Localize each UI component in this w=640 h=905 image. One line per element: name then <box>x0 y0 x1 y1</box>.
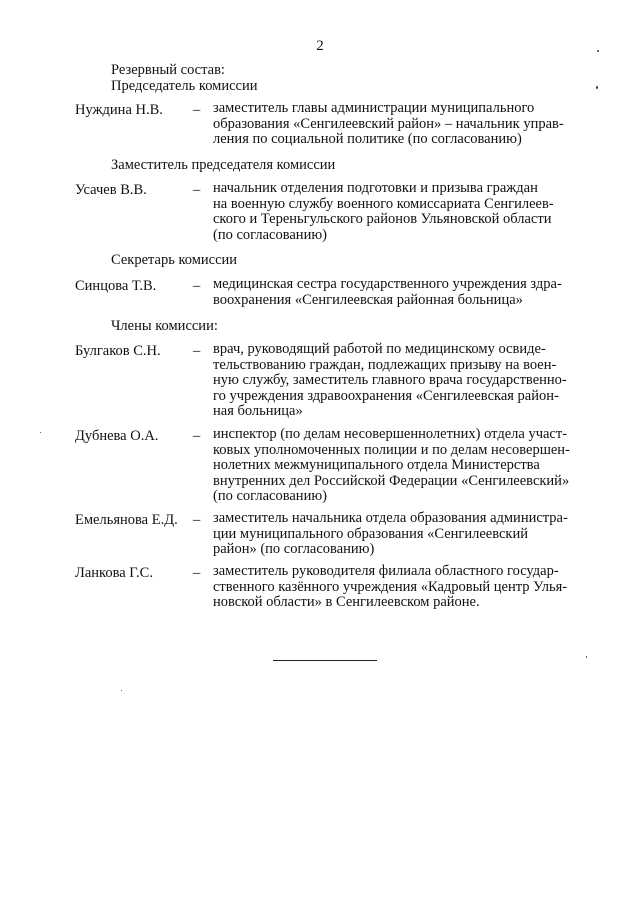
entry-dash: – <box>193 343 201 359</box>
heading-chair: Председатель комиссии <box>111 78 258 94</box>
description-line: тельствованию граждан, подлежащих призыву на воен- <box>213 356 557 373</box>
description-line: район» (по согласованию) <box>213 541 375 558</box>
description-line: инспектор (по делам несовершеннолетних) отдела участ- <box>213 426 568 442</box>
description-line: нолетних межмуниципального отдела Министерства <box>213 457 540 474</box>
entry-description <box>213 511 585 558</box>
scan-speck <box>40 432 41 433</box>
heading-vice-chair: Заместитель председателя комиссии <box>111 157 336 173</box>
description-line: медицинская сестра государственного учреждения здра- <box>213 276 562 292</box>
entry-description <box>213 342 585 420</box>
description-line: заместитель главы администрации муниципального <box>213 100 535 116</box>
description-line: ского и Тереньгульского районов Ульяновской области <box>213 211 552 228</box>
description-line: заместитель руководителя филиала областного государ- <box>213 563 559 579</box>
entry-name: Нуждина Н.В. <box>75 102 163 118</box>
heading-reserve-composition: Резервный состав: <box>111 62 225 78</box>
entry-description <box>213 181 585 243</box>
description-line: го учреждения здравоохранения «Сенгилеевская район- <box>213 387 559 404</box>
heading-members: Члены комиссии: <box>111 318 218 334</box>
entry-name: Дубнева О.А. <box>75 428 159 444</box>
entry-description <box>213 564 585 611</box>
entry-description <box>213 277 585 308</box>
description-line: ции муниципального образования «Сенгилеевский <box>213 525 528 542</box>
entry-dash: – <box>193 512 201 528</box>
description-line: заместитель начальника отдела образования администра- <box>213 510 568 526</box>
scan-speck <box>586 656 587 658</box>
heading-secretary: Секретарь комиссии <box>111 252 238 268</box>
description-line: ную службу, заместитель главного врача государственно- <box>213 372 567 389</box>
entry-description <box>213 101 585 148</box>
entry-name: Емельянова Е.Д. <box>75 512 178 528</box>
scan-speck <box>597 50 599 52</box>
description-line: воохранения «Сенгилеевская районная больница» <box>213 291 523 308</box>
description-line: на военную службу военного комиссариата Сенгилеев- <box>213 195 554 212</box>
entry-name: Синцова Т.В. <box>75 278 157 294</box>
description-line: (по согласованию) <box>213 488 327 505</box>
entry-dash: – <box>193 428 201 444</box>
entry-dash: – <box>193 278 201 294</box>
scan-speck <box>596 86 598 89</box>
description-line: ственного казённого учреждения «Кадровый центр Улья- <box>213 578 568 595</box>
entry-name: Усачев В.В. <box>75 182 147 198</box>
end-rule <box>273 660 377 661</box>
description-line: ления по социальной политике (по согласованию) <box>213 131 522 148</box>
description-line: образования «Сенгилеевский район» – начальник управ- <box>213 115 564 132</box>
entry-dash: – <box>193 182 201 198</box>
description-line: ковых уполномоченных полиции и по делам несовершен- <box>213 441 570 458</box>
scan-speck <box>121 690 122 691</box>
entry-dash: – <box>193 565 201 581</box>
description-line: внутренних дел Российской Федерации «Сенгилеевский» <box>213 472 570 489</box>
description-line: начальник отделения подготовки и призыва граждан <box>213 180 538 196</box>
description-line: ная больница» <box>213 403 303 420</box>
entry-name: Булгаков С.Н. <box>75 343 161 359</box>
entry-name: Ланкова Г.С. <box>75 565 153 581</box>
description-line: врач, руководящий работой по медицинскому освиде- <box>213 341 546 357</box>
page-number: 2 <box>316 38 324 54</box>
description-line: (по согласованию) <box>213 226 327 243</box>
entry-dash: – <box>193 102 201 118</box>
description-line: новской области» в Сенгилеевском районе. <box>213 594 480 611</box>
entry-description <box>213 427 585 505</box>
